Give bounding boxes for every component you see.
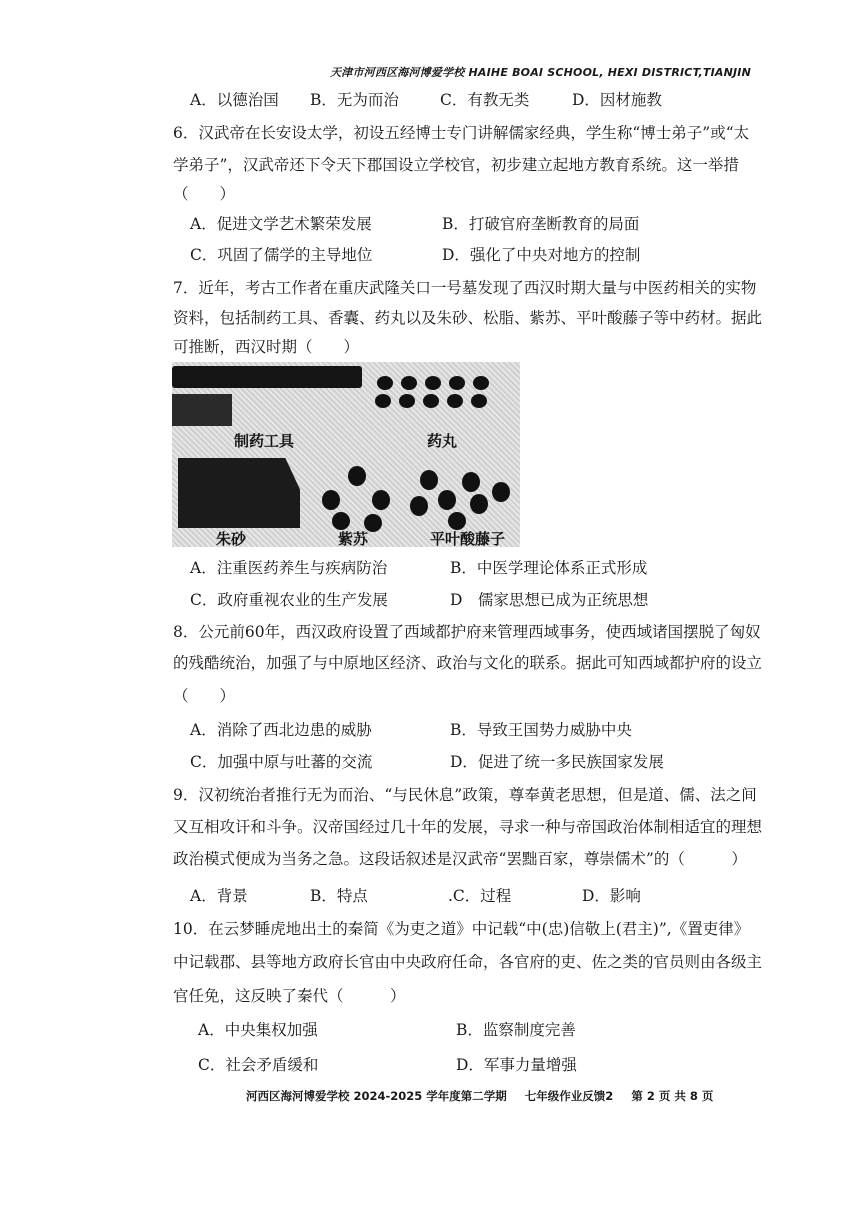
berry-dot — [492, 482, 510, 502]
q10-line-1: 10．在云梦睡虎地出土的秦简《为吏之道》中记载“中(忠)信敬上(君主)”,《置吏律》 — [173, 920, 750, 938]
q7-line-1: 7．近年，考古工作者在重庆武隆关口一号墓发现了西汉时期大量与中医药相关的实物 — [173, 279, 757, 297]
q6-option-b: B．打破官府垄断教育的局面 — [442, 215, 640, 233]
q9-line-3: 政治模式便成为当务之急。这段话叙述是汉武帝“罢黜百家，尊崇儒术”的（ ） — [173, 850, 747, 868]
q10-line-2: 中记载郡、县等地方政府长官由中央政府任命，各官府的吏、佐之类的官员则由各级主 — [173, 953, 763, 971]
pill-dot — [425, 376, 441, 390]
q8-option-d: D．促进了统一多民族国家发展 — [450, 753, 664, 771]
q10-option-b: B．监察制度完善 — [456, 1021, 576, 1039]
q5-option-b: B．无为而治 — [310, 91, 399, 109]
pill-dot — [471, 394, 487, 408]
q10-option-d: D．军事力量增强 — [456, 1056, 577, 1074]
q10-option-a: A．中央集权加强 — [198, 1021, 318, 1039]
berry-dot — [462, 472, 480, 492]
q6-option-c: C．巩固了儒学的主导地位 — [190, 246, 373, 264]
label-cinnabar: 朱砂 — [216, 530, 247, 547]
footer-feedback: 七年级作业反馈2 — [524, 1089, 614, 1103]
cinnabar-shape — [178, 458, 300, 528]
q8-line-2: 的残酷统治，加强了与中原地区经济、政治与文化的联系。据此可知西域都护府的设立 — [173, 654, 763, 672]
pill-dot — [377, 376, 393, 390]
q7-line-2: 资料，包括制药工具、香囊、药丸以及朱砂、松脂、紫苏、平叶酸藤子等中药材。据此 — [173, 309, 763, 327]
seed-dot — [348, 466, 366, 486]
q8-option-b: B．导致王国势力威胁中央 — [450, 721, 632, 739]
q9-line-1: 9．汉初统治者推行无为而治、“与民休息”政策，尊奉黄老思想，但是道、儒、法之间 — [173, 786, 757, 804]
berry-dot — [438, 490, 456, 510]
pill-dot — [375, 394, 391, 408]
page-footer — [246, 1088, 727, 1104]
pill-dot — [449, 376, 465, 390]
footer-school-term: 河西区海河博爱学校 2024-2025 学年度第二学期 — [246, 1089, 507, 1103]
q7-line-3: 可推断，西汉时期（ ） — [173, 338, 360, 356]
q6-answer-bracket: （ ） — [173, 185, 236, 203]
q10-line-3: 官任免，这反映了秦代（ ） — [173, 987, 406, 1005]
q8-option-c: C．加强中原与吐蕃的交流 — [190, 753, 373, 771]
q7-option-c: C．政府重视农业的生产发展 — [190, 591, 388, 609]
label-embelia: 平叶酸藤子 — [430, 530, 506, 547]
seed-dot — [322, 490, 340, 510]
pill-dot — [399, 394, 415, 408]
school-header: 天津市河西区海河博爱学校 HAIHE BOAI SCHOOL, HEXI DISTRICT,TIANJIN — [330, 66, 751, 79]
q7-option-b: B．中医学理论体系正式形成 — [450, 559, 648, 577]
berry-dot — [470, 494, 488, 514]
q5-option-a: A．以德治国 — [190, 91, 279, 109]
label-tools: 制药工具 — [234, 432, 295, 450]
pill-dot — [447, 394, 463, 408]
q6-line-2: 学弟子”，汉武帝还下令天下郡国设立学校官，初步建立起地方教育系统。这一举措 — [173, 156, 739, 174]
q6-option-a: A．促进文学艺术繁荣发展 — [190, 215, 372, 233]
berry-dot — [420, 470, 438, 490]
seed-dot — [372, 490, 390, 510]
q6-line-1: 6．汉武帝在长安设太学，初设五经博士专门讲解儒家经典，学生称“博士弟子”或“太 — [173, 124, 750, 142]
pill-dot — [473, 376, 489, 390]
q9-line-2: 又互相攻讦和斗争。汉帝国经过几十年的发展，寻求一种与帝国政治体制相适宜的理想 — [173, 818, 763, 836]
q9-option-d: D．影响 — [582, 887, 641, 905]
tool-shadow-shape — [172, 394, 232, 426]
q8-line-1: 8．公元前60年，西汉政府设置了西域都护府来管理西域事务，使西域诸国摆脱了匈奴 — [173, 623, 761, 641]
q5-option-c: C．有教无类 — [440, 91, 530, 109]
footer-page-number: 第 2 页 共 8 页 — [631, 1089, 714, 1103]
q9-option-c: .C．过程 — [448, 887, 512, 905]
q7-option-d: D 儒家思想已成为正统思想 — [450, 591, 649, 609]
tool-bar-shape — [172, 366, 362, 388]
q7-option-a: A．注重医药养生与疾病防治 — [190, 559, 388, 577]
pill-dot — [401, 376, 417, 390]
artifact-photo — [172, 362, 520, 547]
q9-option-b: B．特点 — [310, 887, 368, 905]
label-pills: 药丸 — [427, 432, 458, 450]
q9-option-a: A．背景 — [190, 887, 248, 905]
q10-option-c: C．社会矛盾缓和 — [198, 1056, 319, 1074]
q8-answer-bracket: （ ） — [173, 687, 236, 705]
label-perilla: 紫苏 — [338, 530, 369, 547]
q6-option-d: D．强化了中央对地方的控制 — [442, 246, 641, 264]
berry-dot — [410, 496, 428, 516]
q8-option-a: A．消除了西北边患的威胁 — [190, 721, 372, 739]
q5-option-d: D．因材施教 — [572, 91, 662, 109]
pill-dot — [423, 394, 439, 408]
